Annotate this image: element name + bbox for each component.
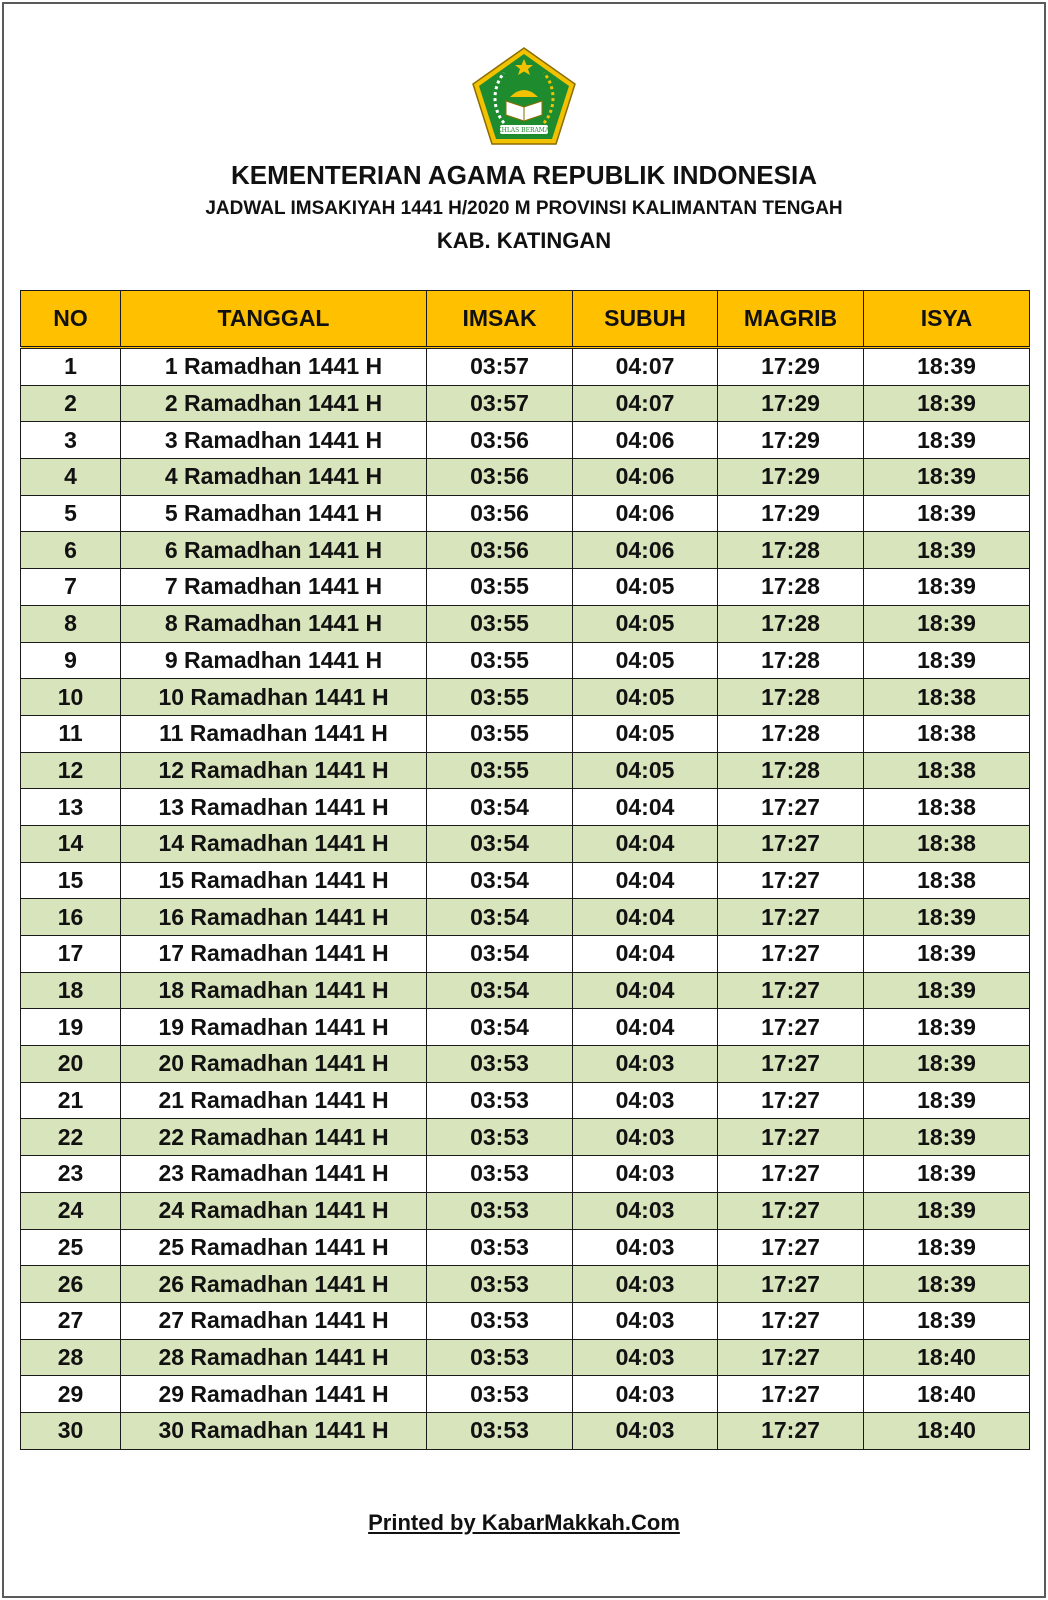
column-header-imsak: IMSAK [427, 291, 573, 348]
page-title: KEMENTERIAN AGAMA REPUBLIK INDONESIA [231, 160, 817, 190]
cell-no: 17 [21, 936, 121, 973]
cell-magrib: 17:29 [718, 385, 864, 422]
cell-tanggal: 12 Ramadhan 1441 H [121, 752, 427, 789]
cell-subuh: 04:05 [573, 569, 718, 606]
table-row [21, 1192, 1030, 1229]
cell-subuh: 04:04 [573, 1009, 718, 1046]
cell-isya: 18:38 [864, 752, 1030, 789]
cell-tanggal: 16 Ramadhan 1441 H [121, 899, 427, 936]
cell-imsak: 03:53 [427, 1156, 573, 1193]
table-header-row [21, 291, 1030, 348]
cell-subuh: 04:04 [573, 862, 718, 899]
cell-subuh: 04:03 [573, 1046, 718, 1083]
cell-imsak: 03:57 [427, 385, 573, 422]
table-row [21, 936, 1030, 973]
table-row [21, 1302, 1030, 1339]
table-row [21, 1229, 1030, 1266]
cell-imsak: 03:56 [427, 495, 573, 532]
cell-magrib: 17:28 [718, 605, 864, 642]
cell-subuh: 04:03 [573, 1229, 718, 1266]
table-row [21, 1412, 1030, 1449]
cell-isya: 18:38 [864, 679, 1030, 716]
cell-tanggal: 19 Ramadhan 1441 H [121, 1009, 427, 1046]
cell-imsak: 03:54 [427, 825, 573, 862]
cell-tanggal: 26 Ramadhan 1441 H [121, 1266, 427, 1303]
cell-no: 7 [21, 569, 121, 606]
cell-magrib: 17:29 [718, 422, 864, 459]
cell-magrib: 17:27 [718, 1192, 864, 1229]
cell-isya: 18:39 [864, 642, 1030, 679]
cell-magrib: 17:28 [718, 642, 864, 679]
cell-magrib: 17:27 [718, 1229, 864, 1266]
cell-isya: 18:39 [864, 1009, 1030, 1046]
cell-tanggal: 22 Ramadhan 1441 H [121, 1119, 427, 1156]
cell-no: 28 [21, 1339, 121, 1376]
cell-magrib: 17:27 [718, 1009, 864, 1046]
cell-subuh: 04:06 [573, 532, 718, 569]
cell-magrib: 17:27 [718, 1046, 864, 1083]
column-header-no: NO [21, 291, 121, 348]
cell-no: 16 [21, 899, 121, 936]
cell-no: 9 [21, 642, 121, 679]
cell-imsak: 03:53 [427, 1302, 573, 1339]
cell-no: 5 [21, 495, 121, 532]
cell-no: 11 [21, 715, 121, 752]
cell-magrib: 17:28 [718, 569, 864, 606]
region-label: KAB. KATINGAN [436, 228, 612, 253]
cell-subuh: 04:05 [573, 715, 718, 752]
cell-tanggal: 13 Ramadhan 1441 H [121, 789, 427, 826]
cell-isya: 18:39 [864, 972, 1030, 1009]
cell-no: 8 [21, 605, 121, 642]
cell-imsak: 03:57 [427, 348, 573, 386]
table-row [21, 1266, 1030, 1303]
cell-magrib: 17:27 [718, 1302, 864, 1339]
cell-magrib: 17:27 [718, 899, 864, 936]
cell-magrib: 17:27 [718, 1156, 864, 1193]
cell-isya: 18:39 [864, 899, 1030, 936]
table-row [21, 1009, 1030, 1046]
column-header-tanggal: TANGGAL [121, 291, 427, 348]
cell-no: 20 [21, 1046, 121, 1083]
cell-tanggal: 7 Ramadhan 1441 H [121, 569, 427, 606]
cell-imsak: 03:53 [427, 1376, 573, 1413]
table-row [21, 715, 1030, 752]
cell-tanggal: 2 Ramadhan 1441 H [121, 385, 427, 422]
table-row [21, 642, 1030, 679]
cell-tanggal: 23 Ramadhan 1441 H [121, 1156, 427, 1193]
table-row [21, 899, 1030, 936]
cell-subuh: 04:04 [573, 825, 718, 862]
cell-no: 18 [21, 972, 121, 1009]
cell-imsak: 03:56 [427, 532, 573, 569]
table-row [21, 1119, 1030, 1156]
cell-imsak: 03:53 [427, 1266, 573, 1303]
cell-magrib: 17:28 [718, 752, 864, 789]
cell-magrib: 17:27 [718, 936, 864, 973]
cell-subuh: 04:04 [573, 789, 718, 826]
cell-isya: 18:38 [864, 789, 1030, 826]
cell-imsak: 03:53 [427, 1412, 573, 1449]
cell-tanggal: 3 Ramadhan 1441 H [121, 422, 427, 459]
table-row [21, 1376, 1030, 1413]
cell-tanggal: 17 Ramadhan 1441 H [121, 936, 427, 973]
column-header-magrib: MAGRIB [718, 291, 864, 348]
cell-imsak: 03:54 [427, 789, 573, 826]
cell-imsak: 03:56 [427, 422, 573, 459]
cell-imsak: 03:53 [427, 1229, 573, 1266]
table-row [21, 348, 1030, 386]
cell-isya: 18:38 [864, 715, 1030, 752]
cell-imsak: 03:54 [427, 1009, 573, 1046]
cell-tanggal: 29 Ramadhan 1441 H [121, 1376, 427, 1413]
cell-no: 26 [21, 1266, 121, 1303]
printed-by-footer: Printed by KabarMakkah.Com [368, 1510, 680, 1535]
kementerian-agama-logo [470, 45, 578, 147]
cell-subuh: 04:04 [573, 936, 718, 973]
cell-isya: 18:39 [864, 1266, 1030, 1303]
cell-isya: 18:39 [864, 569, 1030, 606]
cell-subuh: 04:03 [573, 1119, 718, 1156]
cell-subuh: 04:05 [573, 679, 718, 716]
cell-subuh: 04:03 [573, 1339, 718, 1376]
cell-isya: 18:38 [864, 862, 1030, 899]
cell-no: 14 [21, 825, 121, 862]
cell-no: 1 [21, 348, 121, 386]
cell-imsak: 03:53 [427, 1339, 573, 1376]
cell-magrib: 17:29 [718, 348, 864, 386]
cell-isya: 18:39 [864, 532, 1030, 569]
cell-subuh: 04:07 [573, 385, 718, 422]
cell-isya: 18:40 [864, 1339, 1030, 1376]
cell-no: 29 [21, 1376, 121, 1413]
table-row [21, 679, 1030, 716]
table-body [21, 348, 1030, 1450]
table-row [21, 605, 1030, 642]
cell-tanggal: 21 Ramadhan 1441 H [121, 1082, 427, 1119]
cell-isya: 18:39 [864, 605, 1030, 642]
cell-imsak: 03:55 [427, 569, 573, 606]
table-row [21, 1082, 1030, 1119]
cell-tanggal: 5 Ramadhan 1441 H [121, 495, 427, 532]
table-row [21, 532, 1030, 569]
cell-magrib: 17:28 [718, 532, 864, 569]
cell-magrib: 17:28 [718, 715, 864, 752]
cell-tanggal: 30 Ramadhan 1441 H [121, 1412, 427, 1449]
cell-isya: 18:38 [864, 825, 1030, 862]
cell-imsak: 03:55 [427, 715, 573, 752]
cell-magrib: 17:27 [718, 1339, 864, 1376]
cell-tanggal: 8 Ramadhan 1441 H [121, 605, 427, 642]
cell-tanggal: 10 Ramadhan 1441 H [121, 679, 427, 716]
cell-subuh: 04:03 [573, 1266, 718, 1303]
table-row [21, 752, 1030, 789]
cell-subuh: 04:07 [573, 348, 718, 386]
cell-imsak: 03:53 [427, 1082, 573, 1119]
page-subtitle: JADWAL IMSAKIYAH 1441 H/2020 M PROVINSI KALIMANTAN TENGAH [205, 198, 843, 219]
cell-no: 21 [21, 1082, 121, 1119]
table-row [21, 1046, 1030, 1083]
cell-subuh: 04:03 [573, 1156, 718, 1193]
cell-magrib: 17:29 [718, 495, 864, 532]
cell-magrib: 17:28 [718, 679, 864, 716]
cell-isya: 18:39 [864, 385, 1030, 422]
cell-subuh: 04:05 [573, 605, 718, 642]
cell-tanggal: 6 Ramadhan 1441 H [121, 532, 427, 569]
cell-isya: 18:39 [864, 459, 1030, 496]
cell-tanggal: 1 Ramadhan 1441 H [121, 348, 427, 386]
table-row [21, 459, 1030, 496]
cell-imsak: 03:55 [427, 752, 573, 789]
cell-magrib: 17:27 [718, 1376, 864, 1413]
cell-magrib: 17:27 [718, 862, 864, 899]
cell-subuh: 04:03 [573, 1376, 718, 1413]
cell-subuh: 04:05 [573, 752, 718, 789]
cell-tanggal: 27 Ramadhan 1441 H [121, 1302, 427, 1339]
cell-imsak: 03:53 [427, 1046, 573, 1083]
table-row [21, 862, 1030, 899]
cell-no: 19 [21, 1009, 121, 1046]
cell-no: 12 [21, 752, 121, 789]
cell-subuh: 04:04 [573, 972, 718, 1009]
cell-no: 15 [21, 862, 121, 899]
cell-tanggal: 25 Ramadhan 1441 H [121, 1229, 427, 1266]
cell-subuh: 04:06 [573, 495, 718, 532]
cell-isya: 18:39 [864, 1119, 1030, 1156]
cell-tanggal: 14 Ramadhan 1441 H [121, 825, 427, 862]
cell-imsak: 03:54 [427, 972, 573, 1009]
cell-no: 30 [21, 1412, 121, 1449]
cell-isya: 18:39 [864, 1046, 1030, 1083]
cell-subuh: 04:06 [573, 459, 718, 496]
cell-tanggal: 15 Ramadhan 1441 H [121, 862, 427, 899]
cell-no: 25 [21, 1229, 121, 1266]
cell-isya: 18:39 [864, 1156, 1030, 1193]
cell-magrib: 17:27 [718, 825, 864, 862]
cell-imsak: 03:56 [427, 459, 573, 496]
cell-no: 2 [21, 385, 121, 422]
cell-magrib: 17:27 [718, 1266, 864, 1303]
cell-isya: 18:39 [864, 348, 1030, 386]
cell-imsak: 03:53 [427, 1119, 573, 1156]
cell-no: 10 [21, 679, 121, 716]
table-row [21, 789, 1030, 826]
cell-no: 4 [21, 459, 121, 496]
cell-isya: 18:39 [864, 1229, 1030, 1266]
table-row [21, 569, 1030, 606]
table-row [21, 495, 1030, 532]
cell-no: 6 [21, 532, 121, 569]
imsakiyah-table [20, 290, 1030, 1450]
cell-subuh: 04:04 [573, 899, 718, 936]
cell-magrib: 17:27 [718, 1082, 864, 1119]
table-row [21, 1156, 1030, 1193]
cell-imsak: 03:54 [427, 862, 573, 899]
cell-subuh: 04:03 [573, 1082, 718, 1119]
cell-no: 3 [21, 422, 121, 459]
cell-magrib: 17:27 [718, 1412, 864, 1449]
cell-subuh: 04:03 [573, 1192, 718, 1229]
cell-isya: 18:39 [864, 1082, 1030, 1119]
column-header-isya: ISYA [864, 291, 1030, 348]
logo-motto: IKHLAS BERAMAL [494, 127, 554, 134]
table-row [21, 1339, 1030, 1376]
cell-magrib: 17:29 [718, 459, 864, 496]
cell-subuh: 04:06 [573, 422, 718, 459]
cell-isya: 18:40 [864, 1376, 1030, 1413]
cell-isya: 18:40 [864, 1412, 1030, 1449]
cell-isya: 18:39 [864, 1302, 1030, 1339]
cell-tanggal: 18 Ramadhan 1441 H [121, 972, 427, 1009]
cell-isya: 18:39 [864, 1192, 1030, 1229]
cell-magrib: 17:27 [718, 972, 864, 1009]
cell-imsak: 03:55 [427, 642, 573, 679]
table-row [21, 422, 1030, 459]
cell-subuh: 04:05 [573, 642, 718, 679]
cell-tanggal: 20 Ramadhan 1441 H [121, 1046, 427, 1083]
column-header-subuh: SUBUH [573, 291, 718, 348]
cell-imsak: 03:54 [427, 899, 573, 936]
cell-tanggal: 9 Ramadhan 1441 H [121, 642, 427, 679]
cell-tanggal: 24 Ramadhan 1441 H [121, 1192, 427, 1229]
table-row [21, 825, 1030, 862]
cell-isya: 18:39 [864, 936, 1030, 973]
cell-subuh: 04:03 [573, 1302, 718, 1339]
cell-tanggal: 11 Ramadhan 1441 H [121, 715, 427, 752]
cell-isya: 18:39 [864, 422, 1030, 459]
cell-imsak: 03:55 [427, 605, 573, 642]
cell-tanggal: 28 Ramadhan 1441 H [121, 1339, 427, 1376]
cell-magrib: 17:27 [718, 1119, 864, 1156]
cell-no: 22 [21, 1119, 121, 1156]
cell-no: 24 [21, 1192, 121, 1229]
table-row [21, 385, 1030, 422]
table-row [21, 972, 1030, 1009]
cell-imsak: 03:55 [427, 679, 573, 716]
cell-imsak: 03:53 [427, 1192, 573, 1229]
cell-subuh: 04:03 [573, 1412, 718, 1449]
cell-isya: 18:39 [864, 495, 1030, 532]
cell-no: 13 [21, 789, 121, 826]
cell-tanggal: 4 Ramadhan 1441 H [121, 459, 427, 496]
cell-magrib: 17:27 [718, 789, 864, 826]
cell-imsak: 03:54 [427, 936, 573, 973]
cell-no: 23 [21, 1156, 121, 1193]
cell-no: 27 [21, 1302, 121, 1339]
